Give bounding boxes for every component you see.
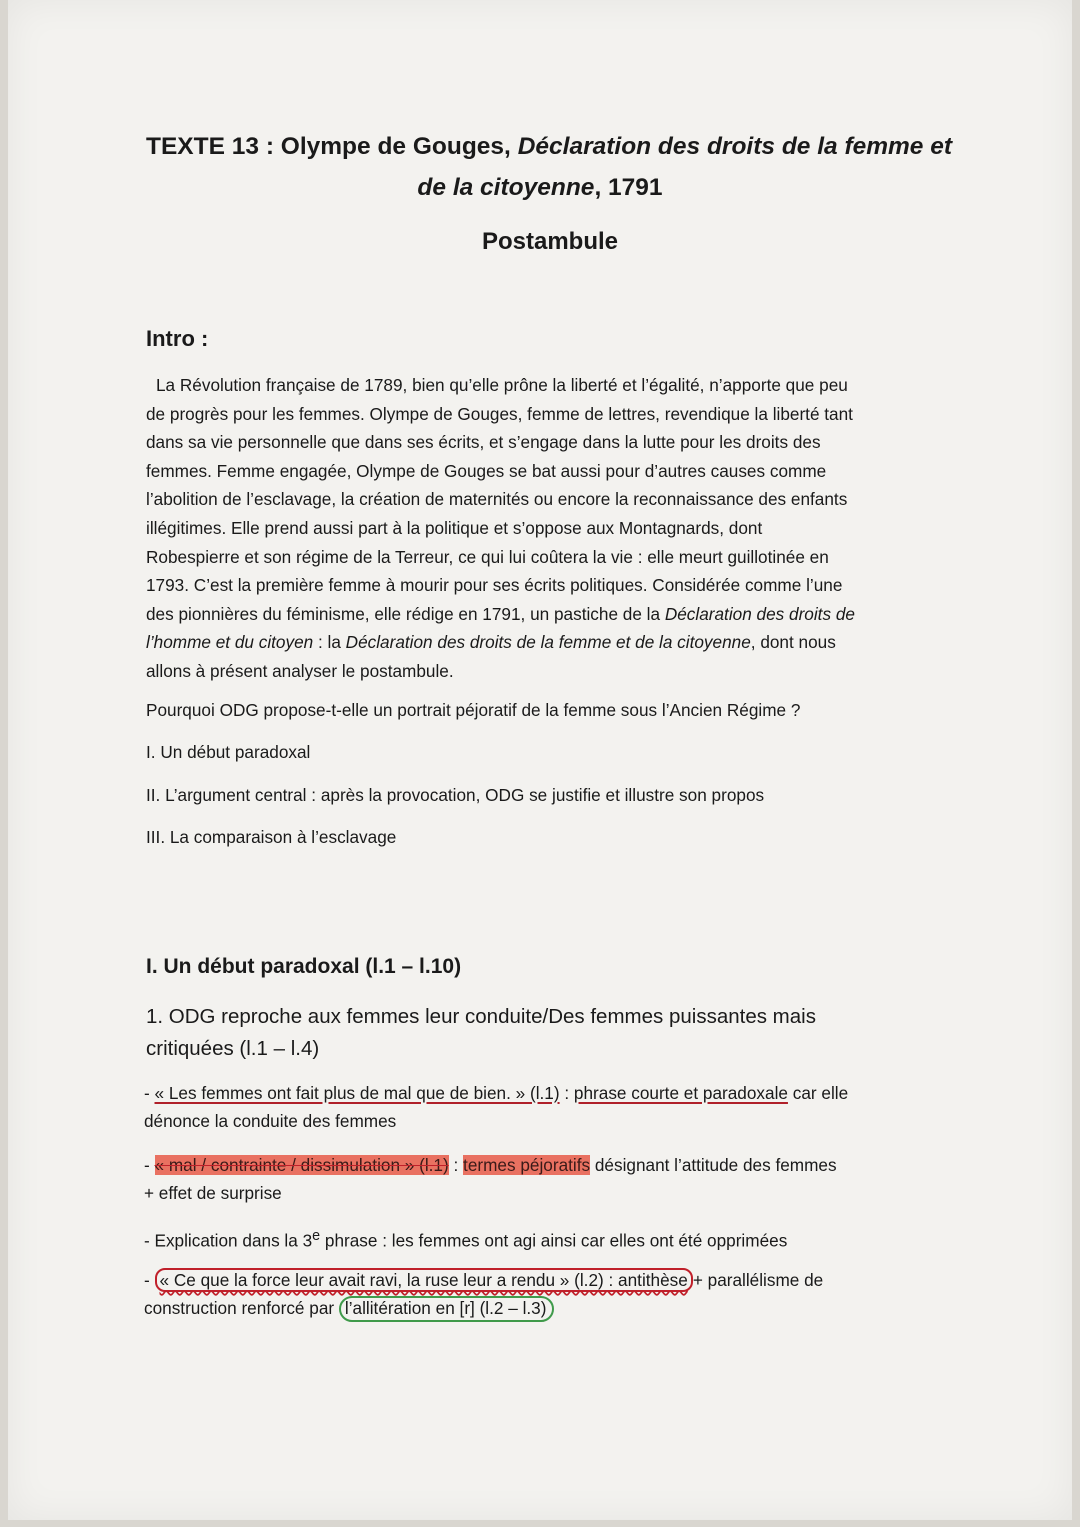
intro-line: dans sa vie personnelle que dans ses écrits, et s’engage dans la lutte pour les droits des [146, 432, 821, 453]
intro-text: , dont nous [750, 632, 836, 653]
title-prefix: TEXTE 13 : Olympe de Gouges, [146, 133, 518, 160]
subsection-heading-line-1: 1. ODG reproche aux femmes leur conduite/Des femmes puissantes mais [146, 1005, 816, 1028]
document-title-line-2 [0, 174, 1080, 202]
intro-line [146, 600, 956, 629]
subsection-heading-line-2: critiquées (l.1 – l.4) [146, 1037, 320, 1060]
subsection-heading [146, 1001, 966, 1065]
title-italic-2: de la citoyenne [417, 174, 595, 201]
intro-italic: Déclaration des droits de [664, 603, 855, 624]
bullet-3 [144, 1222, 787, 1255]
bullet-text: car elle [787, 1083, 849, 1103]
quote-highlighted: « mal / contrainte / dissimulation » (l.1) [154, 1155, 449, 1175]
bullet-dash: - [144, 1083, 155, 1103]
superscript: e [312, 1228, 321, 1244]
intro-line: de progrès pour les femmes. Olympe de Gouges, femme de lettres, revendique la liberté tant [146, 403, 853, 424]
intro-italic: l’homme et du citoyen [146, 632, 314, 653]
intro-line: 1793. C’est la première femme à mourir pour ses écrits politiques. Considérée comme l’une [146, 575, 843, 596]
bullet-dash: - [144, 1270, 155, 1290]
intro-line: Robespierre et son régime de la Terreur, ce qui lui coûtera la vie : elle meurt guillotinée en [146, 546, 829, 567]
alliteration-circled: l’allitération en [r] (l.2 – l.3) [339, 1296, 555, 1322]
intro-line: La Révolution française de 1789, bien qu’elle prône la liberté et l’égalité, n’apporte que peu [156, 375, 848, 395]
document-subtitle: Postambule [481, 228, 619, 255]
bullet-line-2: + effet de surprise [144, 1183, 282, 1203]
bullet-2 [144, 1151, 837, 1207]
title-italic-1: Déclaration des droits de la femme et [517, 133, 953, 160]
intro-text: : la [313, 632, 346, 653]
title-suffix: , 1791 [594, 174, 663, 201]
section-heading: I. Un début paradoxal (l.1 – l.10) [146, 955, 462, 978]
plan-item-1: I. Un début paradoxal [146, 742, 311, 762]
bullet-colon: : [559, 1083, 574, 1103]
bullet-1 [144, 1079, 848, 1135]
intro-line: illégitimes. Elle prend aussi part à la politique et s’oppose aux Montagnards, dont [146, 517, 763, 538]
bullet-4 [144, 1266, 823, 1322]
term-highlighted: termes péjoratifs [463, 1155, 591, 1175]
bullet-text: désignant l’attitude des femmes [590, 1155, 837, 1175]
intro-line: allons à présent analyser le postambule. [146, 660, 454, 681]
intro-line: l’abolition de l’esclavage, la création de maternités ou encore la reconnaissance des enfants [146, 489, 848, 510]
problematique: Pourquoi ODG propose-t-elle un portrait péjoratif de la femme sous l’Ancien Régime ? [146, 700, 801, 720]
intro-paragraph [146, 371, 956, 686]
bullet-text: phrase : les femmes ont agi ainsi car elles ont été opprimées [320, 1230, 788, 1251]
intro-italic: Déclaration des droits de la femme et de la citoyenne [345, 632, 751, 653]
bullet-dash: - [144, 1155, 155, 1175]
plan-item-3: III. La comparaison à l’esclavage [146, 827, 397, 847]
quote-circled: « Ce que la force leur avait ravi, la ruse leur a rendu » (l.2) : antithèse [155, 1268, 693, 1292]
comment-underlined: phrase courte et paradoxale [573, 1083, 788, 1103]
bullet-text: - Explication dans la 3 [144, 1230, 313, 1251]
plan-item-2: II. L’argument central : après la provocation, ODG se justifie et illustre son propos [146, 785, 765, 805]
intro-label: Intro : [146, 326, 209, 351]
bullet-line-2: dénonce la conduite des femmes [144, 1111, 397, 1131]
bullet-colon: : [448, 1155, 464, 1175]
quote-underlined: « Les femmes ont fait plus de mal que de bien. » (l.1) [154, 1083, 560, 1103]
bullet-text: + parallélisme de [692, 1270, 824, 1290]
document-title-line-1 [146, 133, 966, 161]
bullet-line-2: construction renforcé par [144, 1298, 339, 1318]
intro-line: femmes. Femme engagée, Olympe de Gouges se bat aussi pour d’autres causes comme [146, 460, 827, 481]
intro-text: des pionnières du féminisme, elle rédige en 1791, un pastiche de la [146, 603, 665, 624]
intro-line [146, 628, 956, 657]
